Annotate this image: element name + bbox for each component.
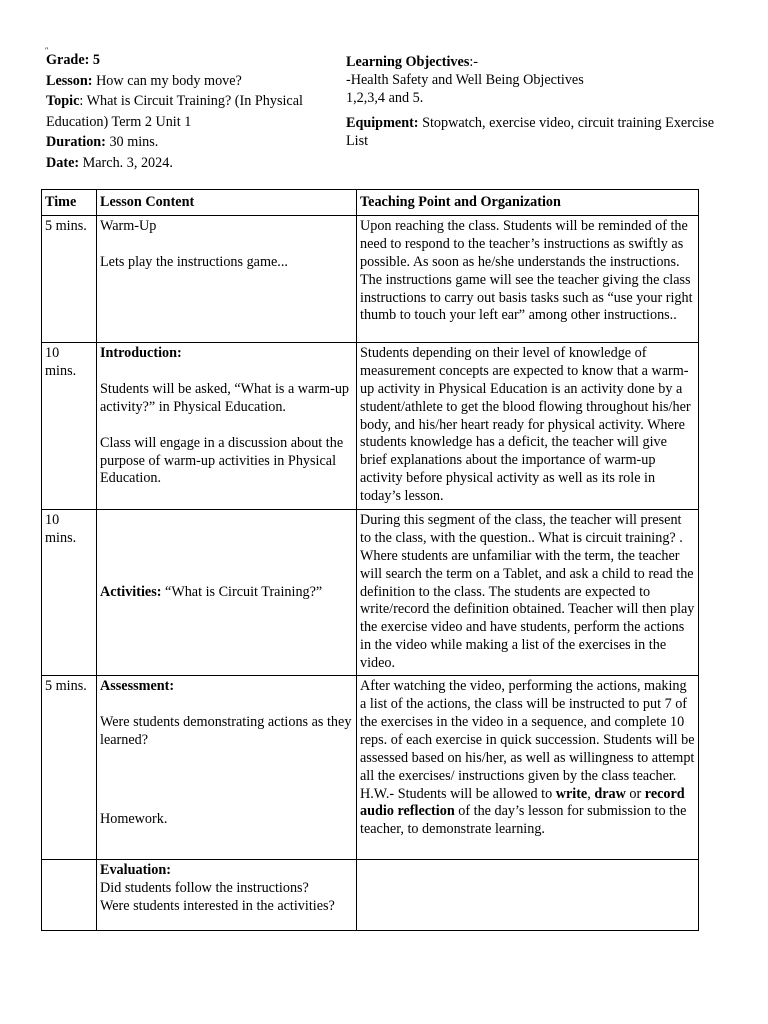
homework-audio: record audio reflection bbox=[360, 785, 685, 820]
time-cell: 10 mins. bbox=[42, 342, 97, 509]
teaching-cell: Students depending on their level of knowledge of measurement concepts are expected to know that a warm-up activity in Physical Education is an activity done by a student/athlete to get the blood flowing throughout his/her body, and his/her heart ready for physical activity. Where students knowledge has a deficit, the teacher will give brief explanations about the importance of warm-up activity before physical activity as well as its role in today’s lesson. bbox=[357, 342, 699, 509]
homework-teaching bbox=[360, 786, 695, 840]
date-value: March. 3, 2024. bbox=[79, 154, 173, 171]
duration-value: 30 mins. bbox=[105, 134, 159, 150]
table-row bbox=[42, 509, 699, 675]
objectives-line-2: 1,2,3,4 and 5. bbox=[346, 90, 424, 106]
objectives-info bbox=[346, 53, 726, 150]
homework-comma: , bbox=[587, 785, 595, 802]
content-cell bbox=[97, 676, 357, 860]
teaching-cell: During this segment of the class, the teacher will present to the class, with the question.. What is circuit training? . Where students are unfamiliar with the term, the teacher will search the term on a Tablet, and ask a child to read the definition to the class. The students are expected to write/record the definition obtained. Teacher will then play the exercise video and have students, perform the actions in the video while making a list of the exercises in the video. bbox=[357, 509, 699, 675]
introduction-question: Students will be asked, “What is a warm-up activity?” in Physical Education. bbox=[100, 380, 350, 415]
column-header-lesson-content: Lesson Content bbox=[97, 190, 357, 216]
grade-line bbox=[46, 50, 336, 71]
teaching-cell bbox=[357, 676, 699, 860]
grade-label: Grade: bbox=[46, 52, 90, 68]
homework-suffix: of the day’s lesson for submission to the teacher, to demonstrate learning. bbox=[360, 803, 687, 838]
table-row bbox=[42, 860, 699, 931]
objectives-label: Learning Objectives bbox=[346, 54, 470, 70]
activities-body: “What is Circuit Training?” bbox=[161, 583, 323, 600]
topic-value: : What is Circuit Training? (In Physical Education) Term 2 Unit 1 bbox=[46, 93, 303, 130]
table-header-row bbox=[42, 190, 699, 216]
introduction-title: Introduction: bbox=[100, 344, 182, 361]
lesson-plan-table bbox=[41, 189, 699, 931]
date-line bbox=[46, 153, 336, 174]
lesson-label: Lesson: bbox=[46, 72, 93, 89]
objectives-line-1: -Health Safety and Well Being Objectives bbox=[346, 72, 584, 88]
assessment-teaching: After watching the video, performing the actions, making a list of the actions, the class will be instructed to put 7 of the exercises in the video in a sequence, and complete 10 reps. of each exercise in quick succession. Students will be assessed based on his/her, as well as willingness to attempt all the exercises/ instructions given by the class teacher. bbox=[360, 678, 695, 784]
evaluation-line-1: Did students follow the instructions? bbox=[100, 879, 309, 896]
evaluation-title: Evaluation: bbox=[100, 862, 171, 879]
objectives-suffix: :- bbox=[469, 54, 479, 70]
equipment-label: Equipment: bbox=[346, 115, 419, 131]
assessment-question: Were students demonstrating actions as they learned? bbox=[100, 713, 352, 748]
lesson-value: How can my body move? bbox=[92, 72, 242, 89]
homework-label: Homework. bbox=[100, 810, 168, 827]
lesson-line bbox=[46, 71, 336, 92]
content-cell bbox=[97, 860, 357, 931]
equipment-value: Stopwatch, exercise video, circuit training Exercise List bbox=[346, 115, 714, 149]
objectives-heading bbox=[346, 53, 726, 71]
introduction-discussion: Class will engage in a discussion about the purpose of warm-up activities in Physical Education. bbox=[100, 434, 344, 487]
time-cell: 5 mins. bbox=[42, 676, 97, 860]
equipment-block bbox=[346, 114, 726, 150]
grade-value: 5 bbox=[89, 52, 100, 68]
duration-line bbox=[46, 132, 336, 153]
objectives-block bbox=[346, 53, 726, 107]
warmup-body: Lets play the instructions game... bbox=[100, 253, 288, 270]
table-row bbox=[42, 215, 699, 342]
homework-write: write bbox=[555, 785, 588, 802]
time-cell: 5 mins. bbox=[42, 215, 97, 342]
homework-or: or bbox=[625, 785, 645, 802]
duration-label: Duration: bbox=[46, 134, 106, 150]
teaching-cell: Upon reaching the class. Students will be reminded of the need to respond to the teacher’s instructions as swiftly as possible. As soon as he/she understands the instructions. The instructions game will see the teacher giving the class instructions to carry out basis tasks such as “use your right thumb to touch your left ear” among other instructions.. bbox=[357, 215, 699, 342]
content-cell bbox=[97, 509, 357, 675]
topic-line bbox=[46, 91, 336, 132]
topic-label: Topic bbox=[46, 93, 80, 109]
column-header-time: Time bbox=[42, 190, 97, 216]
homework-draw: draw bbox=[594, 785, 626, 802]
cursor-mark: ″ bbox=[45, 46, 49, 55]
homework-prefix: H.W.- Students will be allowed to bbox=[360, 785, 556, 802]
time-cell: 10 mins. bbox=[42, 509, 97, 675]
table-row bbox=[42, 676, 699, 860]
evaluation-line-2: Were students interested in the activities? bbox=[100, 897, 335, 914]
time-cell bbox=[42, 860, 97, 931]
content-cell bbox=[97, 342, 357, 509]
column-header-teaching-point: Teaching Point and Organization bbox=[357, 190, 699, 216]
table-row bbox=[42, 342, 699, 509]
warmup-title: Warm-Up bbox=[100, 217, 157, 234]
assessment-title: Assessment: bbox=[100, 678, 175, 695]
teaching-cell bbox=[357, 860, 699, 931]
lesson-info bbox=[46, 50, 336, 173]
date-label: Date: bbox=[46, 154, 80, 171]
content-cell bbox=[97, 215, 357, 342]
activities-title: Activities: bbox=[100, 583, 162, 600]
